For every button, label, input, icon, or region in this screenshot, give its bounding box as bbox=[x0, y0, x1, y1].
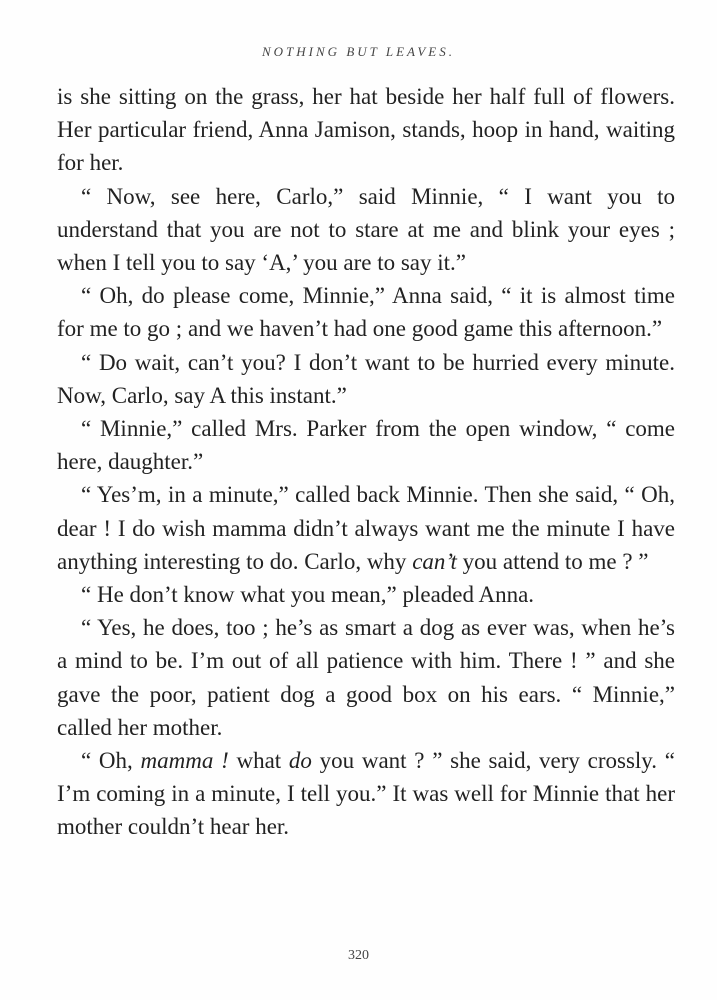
paragraph-9-text-before: “ Oh, bbox=[81, 748, 141, 774]
paragraph-2: “ Now, see here, Carlo,” said Minnie, “ I want you to understand that you are not to stare at me and blink your eyes ; when I tell you to say ‘A,’ you are to say it.” bbox=[57, 183, 675, 276]
paragraph-6-text-after: you attend to me ? ” bbox=[456, 548, 649, 574]
paragraph-3: “ Oh, do please come, Minnie,” Anna said, “ it is almost time for me to go ; and we haven’t had one good game this afternoon.” bbox=[57, 283, 675, 342]
paragraph-1: is she sitting on the grass, her hat beside her half full of flowers. Her particular friend, Anna Jamison, stands, hoop in hand, waiting for her. bbox=[57, 84, 675, 176]
paragraph-4: “ Do wait, can’t you? I don’t want to be hurried every minute. Now, Carlo, say A this instant.” bbox=[57, 349, 675, 408]
paragraph-9-text-middle: what bbox=[228, 748, 289, 774]
paragraph-5: “ Minnie,” called Mrs. Parker from the open window, “ come here, daughter.” bbox=[57, 416, 675, 475]
paragraph-9-emphasis-2: do bbox=[288, 748, 312, 774]
page-number: 320 bbox=[348, 948, 369, 963]
body-text bbox=[57, 80, 675, 844]
paragraph-9 bbox=[57, 744, 675, 844]
paragraph-6 bbox=[57, 478, 675, 578]
paragraph-6-text-before: “ Yes’m, in a minute,” called back Minnie. Then she said, “ Oh, dear ! I do wish mamma didn’t always want me the minute I have anything interesting to do. Carlo, why bbox=[57, 482, 675, 574]
paragraph-9-text-after: you want ? ” she said, very crossly. “ I’m coming in a minute, I tell you.” It was well for Minnie that her mother couldn’t hear her. bbox=[57, 748, 675, 840]
paragraph-8: “ Yes, he does, too ; he’s as smart a dog as ever was, when he’s a mind to be. I’m out of all patience with him. There ! ” and she gave the poor, patient dog a good box on his ears. “ Minnie,” called her mother. bbox=[57, 615, 675, 740]
running-title: NOTHING BUT LEAVES. bbox=[262, 44, 455, 59]
paragraph-9-emphasis-1: mamma ! bbox=[140, 748, 229, 774]
paragraph-6-emphasis: can’t bbox=[412, 548, 457, 574]
paragraph-7: “ He don’t know what you mean,” pleaded Anna. bbox=[81, 582, 535, 608]
